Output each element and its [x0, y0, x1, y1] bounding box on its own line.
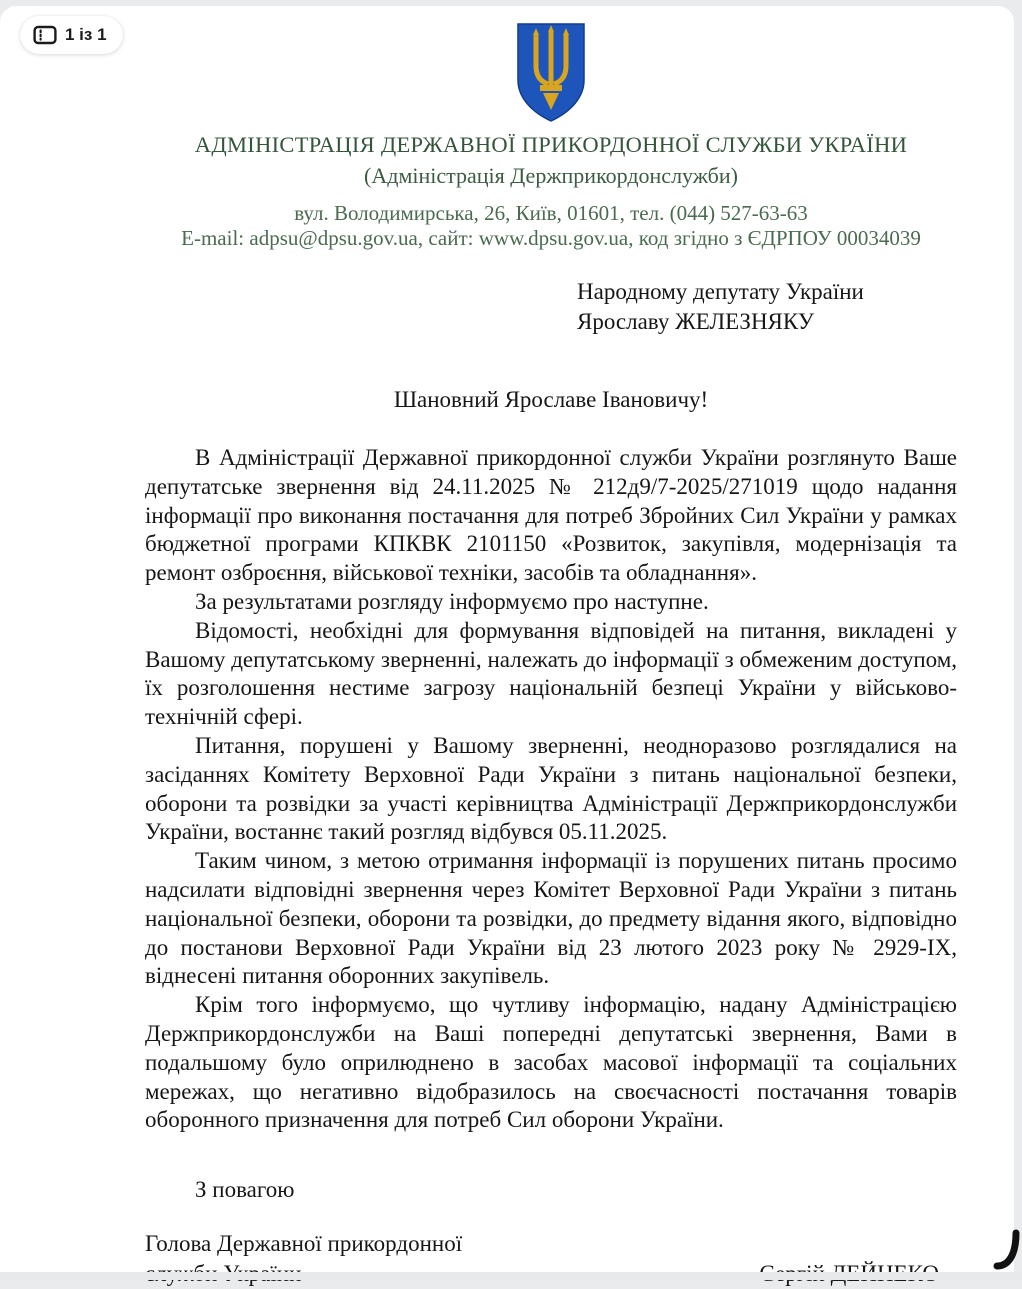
salutation: Шановний Ярославе Івановичу! [393, 387, 709, 412]
paragraph: Крім того інформуємо, що чутливу інформацію, надану Адміністрацією Держприкордонслужби на Ваші попередні депутатські звернення, Вами в подальшому було оприлюднено в засобах масової інформації та соціальних мережах, що негативно відобразилось на своєчасності постачання товарів оборонного призначення для потреб Сил оборони України. [145, 992, 957, 1133]
pages-icon [33, 25, 57, 45]
org-address: вул. Володимирська, 26, Київ, 01601, тел. (044) 527-63-63 [294, 201, 808, 225]
signer-position [145, 1229, 462, 1289]
recipient-line-1: Народному депутату України [577, 279, 864, 304]
paragraph: Відомості, необхідні для формування відповідей на питання, викладені у Вашому депутатському зверненні, належать до інформації з обмеженим доступом, їх розголошення нестиме загрозу національній безпеці України у військово-технічній сфері. [145, 617, 957, 730]
signer-position-line-1: Голова Державної прикордонної [145, 1231, 463, 1257]
paragraph: Питання, порушені у Вашому зверненні, неодноразово розглядалися на засіданнях Комітету Верховної Ради України з питань національної безпеки, оборони та розвідки за участі керівництва Адміністрації Держприкордонслужби України, востаннє такий розгляд відбувся 05.11.2025. [145, 732, 957, 845]
paragraph: За результатами розгляду інформуємо про наступне. [195, 588, 709, 614]
org-subtitle: (Адміністрація Держприкордонслужби) [364, 163, 738, 188]
document-page [0, 6, 1014, 1272]
signature-block [145, 1229, 957, 1289]
closing-phrase: З повагою [195, 1177, 295, 1203]
page-counter-label: 1 із 1 [65, 25, 107, 44]
ukraine-coat-of-arms-icon [514, 22, 588, 124]
viewer-bottom-edge [0, 1272, 1022, 1280]
org-contacts: E-mail: adpsu@dpsu.gov.ua, сайт: www.dpsu.gov.ua, код згідно з ЄДРПОУ 00034039 [181, 226, 921, 250]
paragraph: Таким чином, з метою отримання інформації із порушених питань просимо надсилати відповідні звернення через Комітет Верховної Ради України з питань національної безпеки, оборони та розвідки, до предмету відання якого, відповідно до постанови Верховної Ради України від 23 лютого 2023 року № 2929-IX, віднесені питання оборонних закупівель. [145, 848, 957, 989]
pen-scribble-mark [995, 1228, 1021, 1270]
recipient-block [577, 277, 957, 337]
recipient-line-2: Ярославу ЖЕЛЕЗНЯКУ [577, 309, 815, 334]
paragraph: В Адміністрації Державної прикордонної служби України розглянуто Ваше депутатське звернення від 24.11.2025 № 212д9/7-2025/271019 щодо надання інформації про виконання постачання для потреб Збройних Сил України у рамках бюджетної програми КПКВК 2101150 «Розвиток, закупівля, модернізація та ремонт озброєння, військової техніки, засобів та обладнання». [145, 445, 957, 586]
page-counter-pill[interactable] [20, 16, 123, 54]
letter-body [145, 444, 957, 1135]
letter [0, 22, 1014, 1288]
org-title: АДМІНІСТРАЦІЯ ДЕРЖАВНОЇ ПРИКОРДОННОЇ СЛУЖБИ УКРАЇНИ [194, 132, 908, 157]
